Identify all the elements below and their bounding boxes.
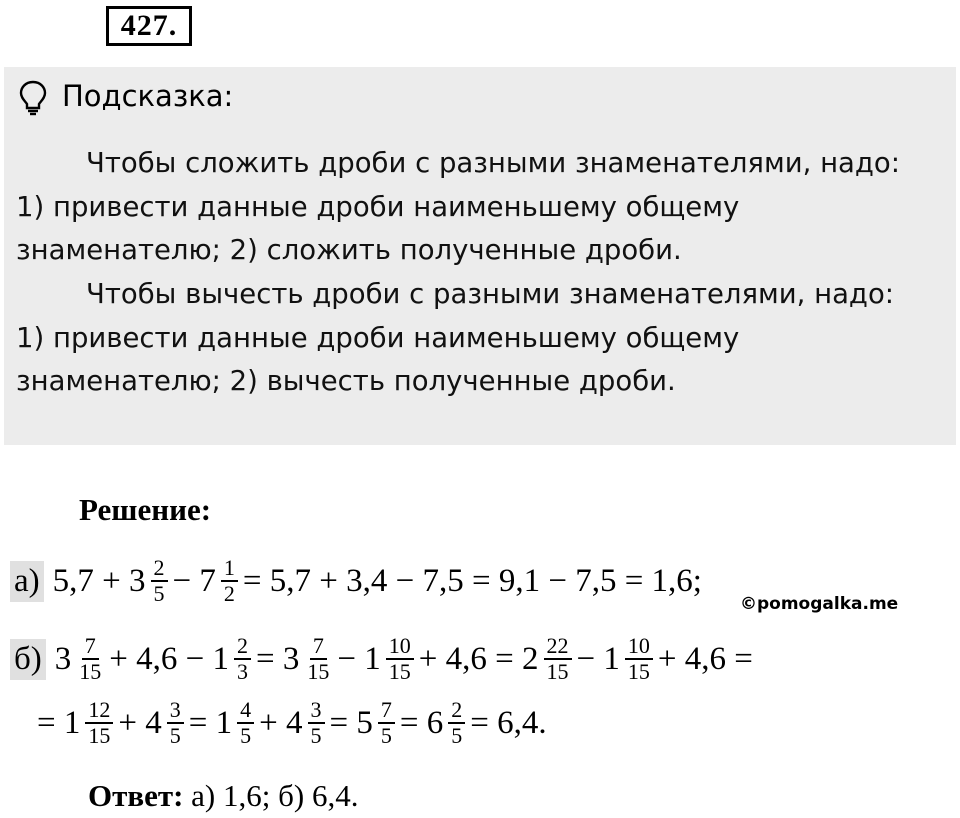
hint-line: Чтобы вычесть дроби с разными знаменателями, надо: [86, 278, 895, 310]
hint-line: 1) привести данные дроби наименьшему общему [16, 190, 740, 223]
hint-line: знаменателю; 2) вычесть полученные дроби. [16, 365, 676, 397]
eq-text: − 7 [172, 562, 216, 599]
denominator: 5 [380, 723, 392, 748]
hint-line: знаменателю; 2) сложить полученные дроби. [16, 234, 682, 266]
fraction [304, 634, 332, 684]
fraction [237, 698, 254, 748]
eq-text: = 1 [188, 704, 233, 741]
fraction [234, 634, 251, 684]
eq-text: + 4,6 = [657, 640, 753, 677]
numerator: 1 [221, 556, 238, 582]
eq-text: + 4,6 = 2 [418, 640, 539, 677]
numerator: 3 [167, 698, 184, 724]
eq-text: = 6,4. [470, 704, 547, 741]
numerator: 2 [234, 634, 251, 660]
numerator: 7 [378, 698, 395, 724]
denominator: 15 [307, 659, 330, 684]
denominator: 5 [240, 723, 252, 748]
eq-text: = 6 [399, 704, 444, 741]
hint-title: Подсказка: [62, 79, 234, 113]
denominator: 3 [237, 659, 249, 684]
numerator: 4 [237, 698, 254, 724]
fraction [386, 634, 414, 684]
eq-text: 5,7 + 3 [52, 562, 146, 599]
fraction [308, 698, 325, 748]
fraction [448, 698, 465, 748]
fraction [167, 698, 184, 748]
lightbulb-icon [18, 80, 48, 116]
equation-row-a [10, 556, 705, 606]
answer [88, 778, 358, 814]
hint-paragraph-add [16, 142, 946, 273]
numerator: 3 [308, 698, 325, 724]
denominator: 5 [451, 723, 463, 748]
fraction [378, 698, 395, 748]
denominator: 5 [153, 581, 165, 606]
eq-text: = 3 [256, 640, 300, 677]
hint-paragraph-subtract [16, 273, 946, 404]
hint-line: 1) привести данные дроби наименьшему общему [16, 321, 740, 354]
eq-text: + 4,6 − 1 [109, 640, 230, 677]
denominator: 15 [546, 659, 569, 684]
fraction [76, 634, 104, 684]
fraction [221, 556, 238, 606]
numerator: 2 [448, 698, 465, 724]
eq-text: 3 [54, 640, 72, 677]
task-number: 427. [106, 6, 192, 46]
hint-line: Чтобы сложить дроби с разными знаменателями, надо: [86, 147, 901, 179]
eq-text: = 5 [329, 704, 373, 741]
solution-title: Решение: [79, 492, 212, 527]
equation-row-b1 [10, 634, 756, 684]
answer-label: Ответ: [88, 778, 184, 813]
numerator: 12 [85, 698, 113, 724]
fraction [151, 556, 168, 606]
denominator: 15 [79, 659, 102, 684]
fraction [85, 698, 113, 748]
eq-text: = 1 [37, 704, 81, 741]
eq-text: + 4 [118, 704, 162, 741]
denominator: 5 [310, 723, 322, 748]
eq-text: − 1 [337, 640, 381, 677]
answer-text: а) 1,6; б) 6,4. [183, 778, 359, 813]
denominator: 15 [388, 659, 411, 684]
copyright-watermark: ©pomogalka.me [740, 594, 899, 614]
numerator: 2 [151, 556, 168, 582]
numerator: 7 [310, 634, 327, 660]
fraction [625, 634, 653, 684]
fraction [544, 634, 572, 684]
numerator: 10 [625, 634, 653, 660]
eq-text: − 1 [576, 640, 620, 677]
denominator: 5 [169, 723, 181, 748]
numerator: 22 [544, 634, 572, 660]
denominator: 2 [223, 581, 235, 606]
denominator: 15 [88, 723, 111, 748]
eq-text: = 5,7 + 3,4 − 7,5 = 9,1 − 7,5 = 1,6; [242, 562, 702, 599]
part-label-b: б) [10, 639, 46, 680]
denominator: 15 [627, 659, 650, 684]
numerator: 10 [386, 634, 414, 660]
part-label-a: а) [10, 561, 44, 602]
numerator: 7 [82, 634, 99, 660]
eq-text: + 4 [259, 704, 303, 741]
equation-row-b2 [34, 698, 550, 748]
